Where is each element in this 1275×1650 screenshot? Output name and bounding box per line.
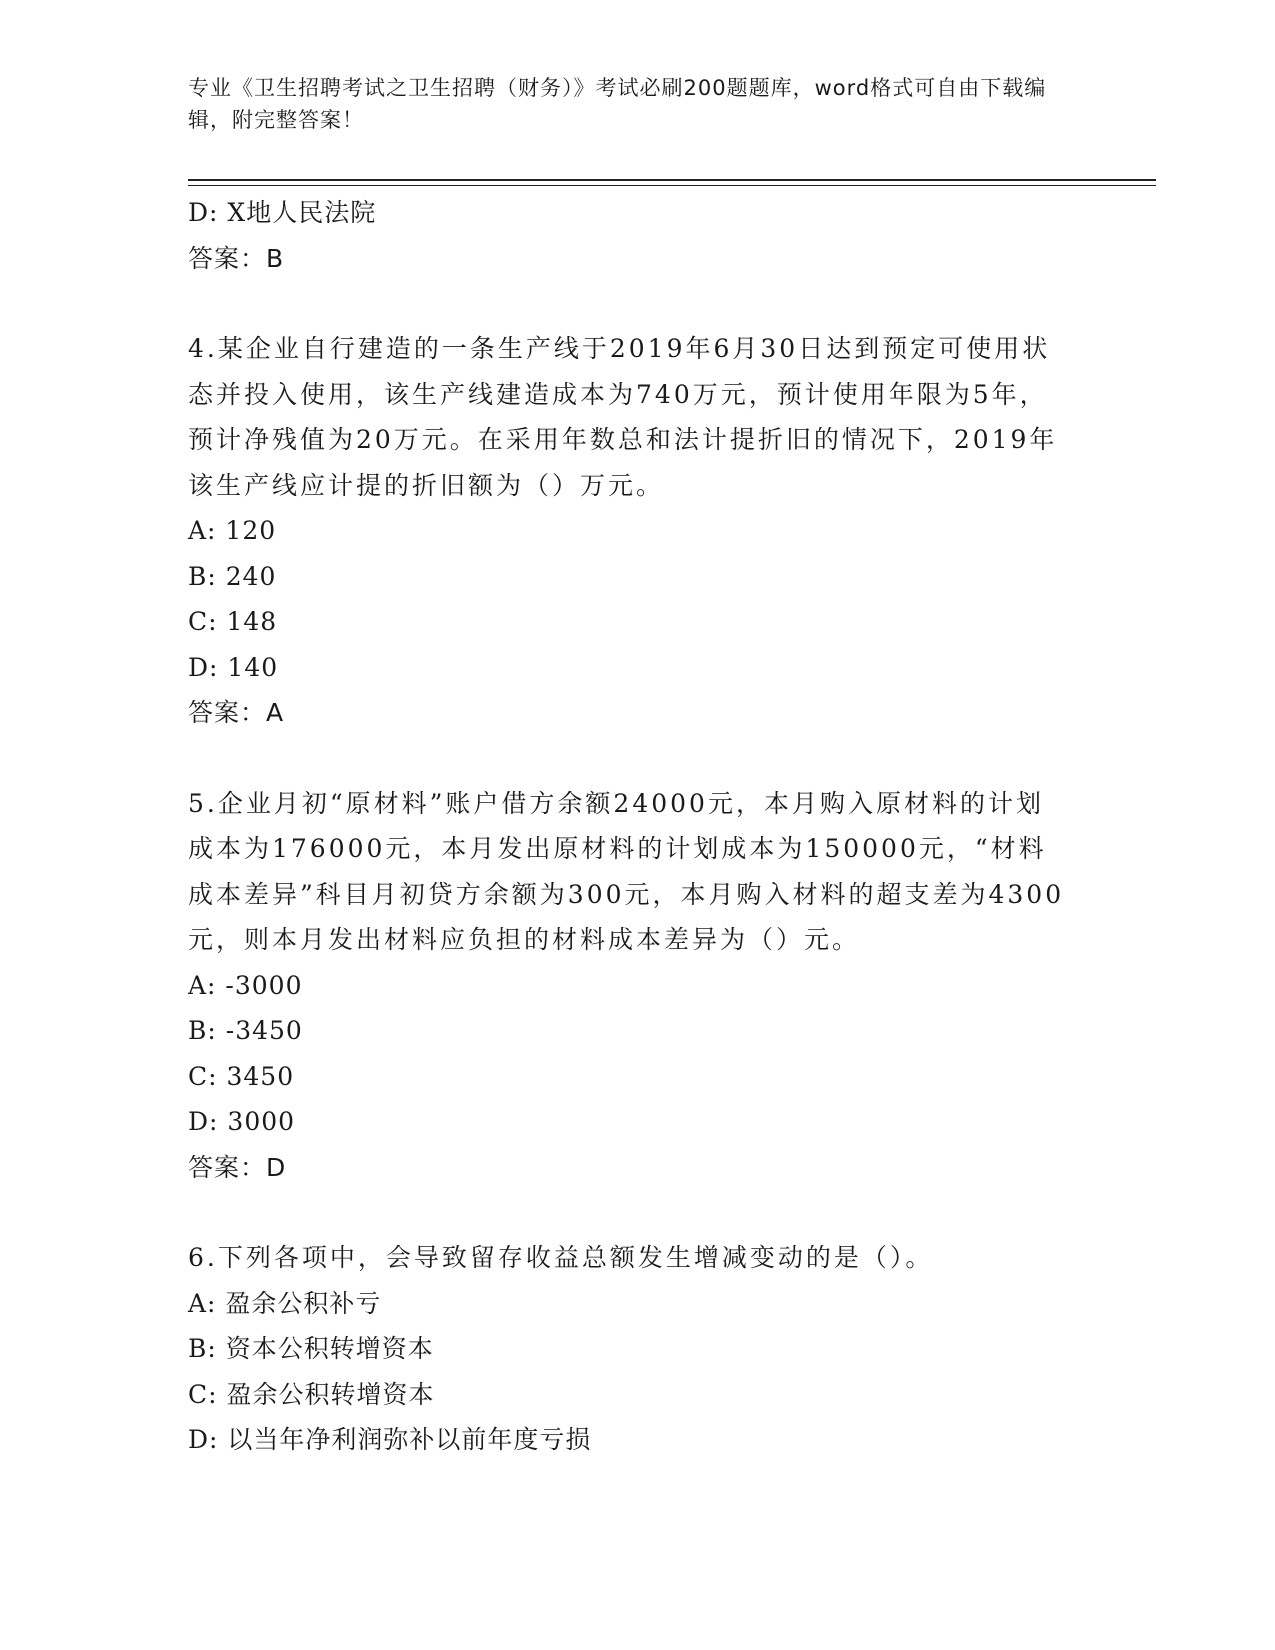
option-c: C: 3450 bbox=[188, 1061, 295, 1091]
header-rule-thick bbox=[188, 179, 1156, 181]
option-a: A: 120 bbox=[188, 516, 277, 545]
option-c: C: 148 bbox=[188, 607, 278, 636]
prev-option-d: D: X地人民法院 bbox=[188, 198, 377, 227]
document-header: 专业《卫生招聘考试之卫生招聘（财务）》考试必刷200题题库，word格式可自由下载编辑，附完整答案！ bbox=[188, 76, 1047, 132]
option-d: D: 140 bbox=[188, 652, 279, 682]
prev-answer: 答案：B bbox=[188, 243, 285, 273]
question-4 bbox=[188, 326, 1068, 736]
option-a: A: 盈余公积补亏 bbox=[188, 1288, 382, 1318]
option-c: C: 盈余公积转增资本 bbox=[188, 1379, 435, 1409]
option-d: D: 以当年净利润弥补以前年度亏损 bbox=[188, 1425, 592, 1454]
option-b: B: -3450 bbox=[188, 1016, 303, 1045]
question-5 bbox=[188, 781, 1068, 1191]
option-d: D: 3000 bbox=[188, 1107, 296, 1136]
question-6 bbox=[188, 1235, 1068, 1463]
question-stem: 6.下列各项中，会导致留存收益总额发生增减变动的是（）。 bbox=[188, 1243, 934, 1272]
header-rule-thin bbox=[188, 185, 1156, 186]
question-stem: 4.某企业自行建造的一条生产线于2019年6月30日达到预定可使用状态并投入使用，该生产线建造成本为740万元，预计使用年限为5年，预计净残值为20万元。在采用年数总和法计提折旧的情况下，2019年该生产线应计提的折旧额为（）万元。 bbox=[188, 334, 1058, 500]
option-b: B: 资本公积转增资本 bbox=[188, 1334, 434, 1363]
spacer bbox=[188, 736, 1068, 781]
answer: 答案：A bbox=[188, 698, 285, 727]
question-content bbox=[188, 190, 1068, 1463]
question-stem: 5.企业月初“原材料”账户借方余额24000元，本月购入原材料的计划成本为176000元，本月发出原材料的计划成本为150000元，“材料成本差异”科目月初贷方余额为300元，本月购入材料的超支差为4300元，则本月发出材料应负担的材料成本差异为（）元。 bbox=[188, 788, 1065, 954]
spacer bbox=[188, 1190, 1068, 1235]
answer: 答案：D bbox=[188, 1152, 287, 1182]
option-a: A: -3000 bbox=[188, 970, 303, 1000]
option-b: B: 240 bbox=[188, 561, 277, 591]
spacer bbox=[188, 281, 1068, 326]
